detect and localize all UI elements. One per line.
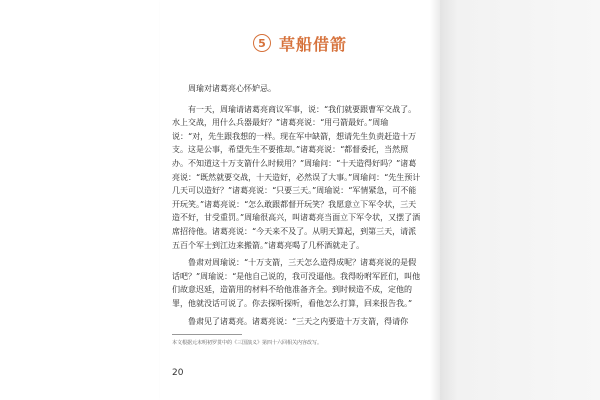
book-page — [160, 0, 440, 400]
footnote-divider — [172, 334, 242, 335]
left-margin — [0, 0, 160, 400]
right-margin — [440, 0, 600, 400]
page-fold-shadow — [430, 0, 440, 400]
lesson-title: 草船借箭 — [278, 34, 347, 54]
paragraph-2: 鲁肃对周瑜说：“十万支箭，三天怎么造得成呢？诸葛亮说的是假话吧？”周瑜说：“是他自己说的，我可没逼他。我得吩咐军匠们，叫他们故意迟延，造箭用的材料不给他准备齐全。到时候造不成，定他的罪，他就没话可说了。你去探听探听，看他怎么打算，回来报告我。” — [172, 258, 421, 308]
page-number: 20 — [172, 368, 184, 378]
lesson-body — [172, 82, 424, 332]
lesson-number-badge: 5 — [253, 34, 271, 52]
lead-paragraph: 周瑜对诸葛亮心怀妒忌。 — [188, 84, 276, 93]
paragraph-3: 鲁肃见了诸葛亮。诸葛亮说：“三天之内要造十万支箭，得请你 — [188, 316, 409, 326]
footnote: 本文根据元末明初罗贯中的《三国演义》第四十六回相关内容改写。 — [172, 340, 323, 346]
paragraph-1: 有一天，周瑜请诸葛亮商议军事，说：“我们就要跟曹军交战了。水上交战，用什么兵器最好？”诸葛亮说：“用弓箭最好。”周瑜说：“对，先生跟我想的一样。现在军中缺箭，想请先生负责赶造十万支。这是公事，希望先生不要推却。”诸葛亮说：“都督委托，当然照办。不知道这十万支箭什么时候用？”周瑜问：“十天造得好吗？”诸葛亮说：“既然就要交战，十天造好，必然误了大事。”周瑜问：“先生预计几天可以造好？”诸葛亮说：“只要三天。”周瑜说：“军情紧急，可不能开玩笑。”诸葛亮说：“怎么敢跟都督开玩笑？我愿意立下军令状，三天造不好，甘受重罚。”周瑜很高兴，叫诸葛亮当面立下军令状，又摆了酒席招待他。诸葛亮说：“今天来不及了。从明天算起，到第三天，请派五百个军士到江边来搬箭。”诸葛亮喝了几杯酒就走了。 — [172, 104, 421, 250]
lesson-header — [160, 32, 440, 54]
